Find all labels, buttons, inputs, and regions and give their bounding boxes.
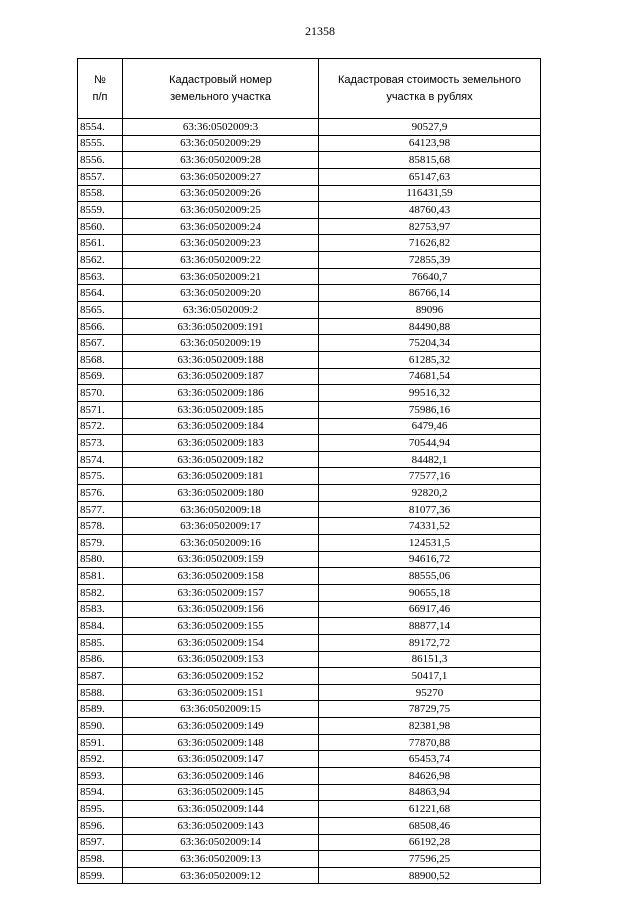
table-row	[78, 701, 541, 718]
table-row	[78, 518, 541, 535]
table-row	[78, 535, 541, 552]
cadastral-cost: 48760,43	[319, 202, 541, 219]
row-number: 8597.	[78, 834, 123, 851]
table-row	[78, 485, 541, 502]
cadastral-number: 63:36:0502009:22	[123, 252, 319, 269]
row-number: 8583.	[78, 601, 123, 618]
cadastral-cost: 66917,46	[319, 601, 541, 618]
table-row	[78, 618, 541, 635]
cadastral-cost: 116431,59	[319, 185, 541, 202]
table-row	[78, 501, 541, 518]
row-number: 8582.	[78, 584, 123, 601]
table-row	[78, 401, 541, 418]
cadastral-cost: 88555,06	[319, 568, 541, 585]
cadastral-cost: 61285,32	[319, 351, 541, 368]
cadastral-number: 63:36:0502009:12	[123, 867, 319, 884]
table-row	[78, 817, 541, 834]
row-number: 8576.	[78, 485, 123, 502]
row-number: 8598.	[78, 851, 123, 868]
cadastral-cost: 85815,68	[319, 152, 541, 169]
page-number: 21358	[305, 24, 335, 38]
table-body	[78, 119, 541, 884]
cadastral-cost: 77870,88	[319, 734, 541, 751]
table-row	[78, 468, 541, 485]
cadastral-number: 63:36:0502009:25	[123, 202, 319, 219]
cadastral-cost: 65147,63	[319, 168, 541, 185]
cadastral-number: 63:36:0502009:26	[123, 185, 319, 202]
cadastral-number: 63:36:0502009:157	[123, 584, 319, 601]
cadastral-cost: 124531,5	[319, 535, 541, 552]
cadastral-number: 63:36:0502009:180	[123, 485, 319, 502]
cadastral-cost: 64123,98	[319, 135, 541, 152]
cadastral-cost: 94616,72	[319, 551, 541, 568]
cadastral-cost: 84490,88	[319, 318, 541, 335]
row-number: 8571.	[78, 401, 123, 418]
cadastral-number: 63:36:0502009:21	[123, 268, 319, 285]
cadastral-cost: 74681,54	[319, 368, 541, 385]
cadastral-number: 63:36:0502009:14	[123, 834, 319, 851]
cadastral-number: 63:36:0502009:15	[123, 701, 319, 718]
cadastral-cost: 77577,16	[319, 468, 541, 485]
table-row	[78, 867, 541, 884]
cadastral-number: 63:36:0502009:24	[123, 218, 319, 235]
cadastral-number: 63:36:0502009:149	[123, 718, 319, 735]
row-number: 8587.	[78, 668, 123, 685]
cadastral-number: 63:36:0502009:186	[123, 385, 319, 402]
row-number: 8588.	[78, 684, 123, 701]
table-row	[78, 651, 541, 668]
cadastral-number: 63:36:0502009:159	[123, 551, 319, 568]
table-row	[78, 767, 541, 784]
table-row	[78, 568, 541, 585]
cadastral-number: 63:36:0502009:182	[123, 451, 319, 468]
cadastral-cost: 71626,82	[319, 235, 541, 252]
table-row	[78, 351, 541, 368]
cadastral-number: 63:36:0502009:148	[123, 734, 319, 751]
cadastral-cost: 65453,74	[319, 751, 541, 768]
cadastral-cost: 89172,72	[319, 634, 541, 651]
cadastral-number: 63:36:0502009:29	[123, 135, 319, 152]
row-number: 8558.	[78, 185, 123, 202]
table-row	[78, 584, 541, 601]
header-cadastral-cost	[319, 59, 541, 119]
cadastral-cost: 84626,98	[319, 767, 541, 784]
table-row	[78, 385, 541, 402]
cadastral-cost: 92820,2	[319, 485, 541, 502]
table-row	[78, 135, 541, 152]
cadastral-number: 63:36:0502009:145	[123, 784, 319, 801]
cadastral-cost: 90527,9	[319, 119, 541, 136]
cadastral-cost: 81077,36	[319, 501, 541, 518]
table-row	[78, 302, 541, 319]
row-number: 8562.	[78, 252, 123, 269]
row-number: 8596.	[78, 817, 123, 834]
cadastral-number: 63:36:0502009:151	[123, 684, 319, 701]
cadastral-number: 63:36:0502009:17	[123, 518, 319, 535]
cadastral-cost: 75986,16	[319, 401, 541, 418]
row-number: 8565.	[78, 302, 123, 319]
cadastral-cost: 75204,34	[319, 335, 541, 352]
row-number: 8561.	[78, 235, 123, 252]
cadastral-number: 63:36:0502009:158	[123, 568, 319, 585]
table-row	[78, 451, 541, 468]
row-number: 8593.	[78, 767, 123, 784]
table-row	[78, 784, 541, 801]
cadastral-number: 63:36:0502009:13	[123, 851, 319, 868]
cadastral-number: 63:36:0502009:152	[123, 668, 319, 685]
cadastral-number: 63:36:0502009:16	[123, 535, 319, 552]
row-number: 8574.	[78, 451, 123, 468]
header-number	[78, 59, 123, 119]
row-number: 8589.	[78, 701, 123, 718]
cadastral-cost: 76640,7	[319, 268, 541, 285]
cadastral-cost: 61221,68	[319, 801, 541, 818]
table-row	[78, 551, 541, 568]
table-row	[78, 668, 541, 685]
cadastral-number: 63:36:0502009:154	[123, 634, 319, 651]
cadastral-number: 63:36:0502009:143	[123, 817, 319, 834]
cadastral-number: 63:36:0502009:191	[123, 318, 319, 335]
table-row	[78, 152, 541, 169]
table-row	[78, 634, 541, 651]
cadastral-cost: 82753,97	[319, 218, 541, 235]
table-header-row	[78, 59, 541, 119]
row-number: 8569.	[78, 368, 123, 385]
row-number: 8554.	[78, 119, 123, 136]
table-row	[78, 268, 541, 285]
table-row	[78, 168, 541, 185]
cadastral-number: 63:36:0502009:183	[123, 435, 319, 452]
cadastral-cost: 66192,28	[319, 834, 541, 851]
table-row	[78, 684, 541, 701]
header-cost-text: Кадастровая стоимость земельного участка в рублях	[338, 73, 521, 103]
row-number: 8584.	[78, 618, 123, 635]
row-number: 8590.	[78, 718, 123, 735]
row-number: 8577.	[78, 501, 123, 518]
row-number: 8566.	[78, 318, 123, 335]
row-number: 8559.	[78, 202, 123, 219]
table-row	[78, 435, 541, 452]
row-number: 8579.	[78, 535, 123, 552]
row-number: 8578.	[78, 518, 123, 535]
cadastral-cost: 77596,25	[319, 851, 541, 868]
cadastral-cost: 86151,3	[319, 651, 541, 668]
cadastral-number: 63:36:0502009:144	[123, 801, 319, 818]
cadastral-cost: 84482,1	[319, 451, 541, 468]
row-number: 8592.	[78, 751, 123, 768]
table-row	[78, 318, 541, 335]
table-row	[78, 718, 541, 735]
table-row	[78, 185, 541, 202]
cadastral-number: 63:36:0502009:28	[123, 152, 319, 169]
cadastral-cost: 74331,52	[319, 518, 541, 535]
row-number: 8555.	[78, 135, 123, 152]
cadastral-cost: 78729,75	[319, 701, 541, 718]
cadastral-number: 63:36:0502009:156	[123, 601, 319, 618]
row-number: 8581.	[78, 568, 123, 585]
row-number: 8599.	[78, 867, 123, 884]
cadastral-number: 63:36:0502009:146	[123, 767, 319, 784]
table-row	[78, 418, 541, 435]
header-cadastral-text: Кадастровый номер земельного участка	[169, 73, 272, 103]
cadastral-number: 63:36:0502009:2	[123, 302, 319, 319]
cadastral-number: 63:36:0502009:23	[123, 235, 319, 252]
table-row	[78, 285, 541, 302]
row-number: 8556.	[78, 152, 123, 169]
table-row	[78, 834, 541, 851]
row-number: 8594.	[78, 784, 123, 801]
table-row	[78, 252, 541, 269]
cadastral-number: 63:36:0502009:27	[123, 168, 319, 185]
table-row	[78, 368, 541, 385]
table-row	[78, 119, 541, 136]
table-row	[78, 751, 541, 768]
cadastral-cost: 72855,39	[319, 252, 541, 269]
header-cadastral-number	[123, 59, 319, 119]
cadastral-cost: 88900,52	[319, 867, 541, 884]
table-row	[78, 335, 541, 352]
row-number: 8575.	[78, 468, 123, 485]
row-number: 8567.	[78, 335, 123, 352]
cadastral-cost: 68508,46	[319, 817, 541, 834]
cadastral-cost: 84863,94	[319, 784, 541, 801]
cadastral-number: 63:36:0502009:3	[123, 119, 319, 136]
cadastral-number: 63:36:0502009:147	[123, 751, 319, 768]
table-row	[78, 601, 541, 618]
row-number: 8586.	[78, 651, 123, 668]
table-row	[78, 235, 541, 252]
row-number: 8568.	[78, 351, 123, 368]
cadastral-number: 63:36:0502009:153	[123, 651, 319, 668]
cadastral-number: 63:36:0502009:188	[123, 351, 319, 368]
cadastral-number: 63:36:0502009:181	[123, 468, 319, 485]
cadastral-cost: 95270	[319, 684, 541, 701]
row-number: 8580.	[78, 551, 123, 568]
row-number: 8560.	[78, 218, 123, 235]
cadastral-cost: 50417,1	[319, 668, 541, 685]
cadastral-number: 63:36:0502009:18	[123, 501, 319, 518]
table-row	[78, 801, 541, 818]
row-number: 8573.	[78, 435, 123, 452]
cadastral-number: 63:36:0502009:184	[123, 418, 319, 435]
header-number-text: № п/п	[92, 73, 108, 103]
cadastral-cost: 82381,98	[319, 718, 541, 735]
cadastral-number: 63:36:0502009:19	[123, 335, 319, 352]
cadastral-cost: 88877,14	[319, 618, 541, 635]
table-row	[78, 202, 541, 219]
cadastral-value-table	[77, 58, 541, 884]
cadastral-number: 63:36:0502009:155	[123, 618, 319, 635]
cadastral-number: 63:36:0502009:20	[123, 285, 319, 302]
cadastral-number: 63:36:0502009:187	[123, 368, 319, 385]
cadastral-cost: 89096	[319, 302, 541, 319]
row-number: 8572.	[78, 418, 123, 435]
table-row	[78, 218, 541, 235]
row-number: 8585.	[78, 634, 123, 651]
cadastral-cost: 70544,94	[319, 435, 541, 452]
table-row	[78, 851, 541, 868]
cadastral-cost: 90655,18	[319, 584, 541, 601]
cadastral-number: 63:36:0502009:185	[123, 401, 319, 418]
row-number: 8591.	[78, 734, 123, 751]
row-number: 8570.	[78, 385, 123, 402]
cadastral-cost: 86766,14	[319, 285, 541, 302]
cadastral-cost: 99516,32	[319, 385, 541, 402]
row-number: 8564.	[78, 285, 123, 302]
table-row	[78, 734, 541, 751]
row-number: 8557.	[78, 168, 123, 185]
row-number: 8563.	[78, 268, 123, 285]
cadastral-cost: 6479,46	[319, 418, 541, 435]
row-number: 8595.	[78, 801, 123, 818]
